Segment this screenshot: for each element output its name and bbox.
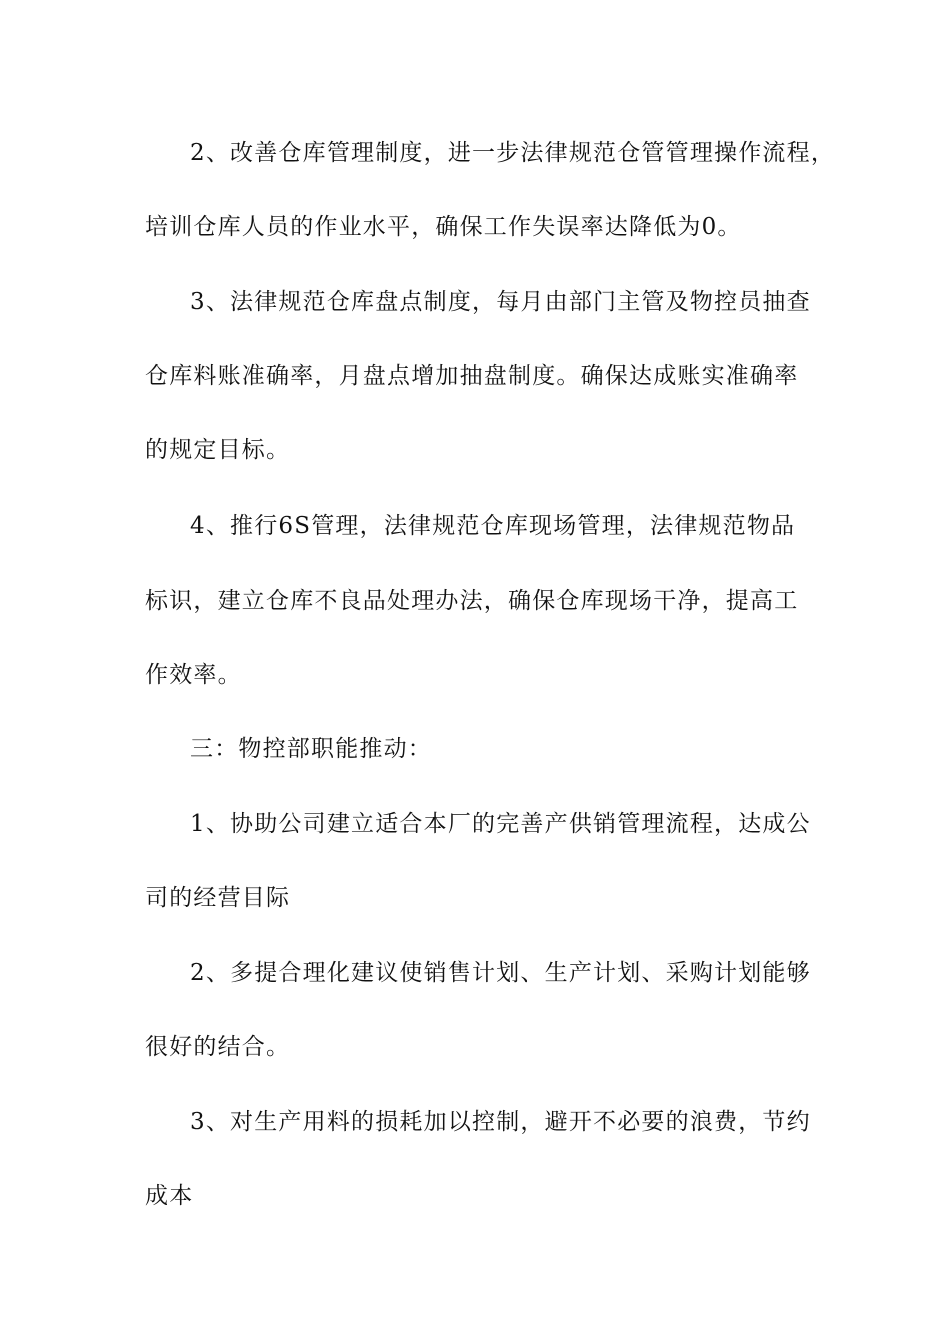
text-line: 1、协助公司建立适合本厂的完善产供销管理流程，达成公 bbox=[190, 811, 811, 837]
text-line: 3、法律规范仓库盘点制度，每月由部门主管及物控员抽查 bbox=[190, 289, 811, 315]
text-line: 很好的结合。 bbox=[145, 1034, 291, 1060]
section-title: 三：物控部职能推动： bbox=[190, 736, 432, 762]
text-line: 2、改善仓库管理制度，进一步法律规范仓管管理操作流程， bbox=[190, 140, 836, 166]
text-line: 的规定目标。 bbox=[145, 437, 291, 463]
text-line: 仓库料账准确率，月盘点增加抽盘制度。确保达成账实准确率 bbox=[145, 363, 799, 389]
text-line: 司的经营目际 bbox=[145, 885, 291, 911]
text-line: 培训仓库人员的作业水平，确保工作失误率达降低为0。 bbox=[145, 214, 742, 240]
text-line: 4、推行6S管理，法律规范仓库现场管理，法律规范物品 bbox=[190, 513, 796, 539]
text-line: 作效率。 bbox=[145, 662, 242, 688]
text-line: 2、多提合理化建议使销售计划、生产计划、采购计划能够 bbox=[190, 960, 811, 986]
text-line: 成本 bbox=[145, 1183, 194, 1209]
text-line: 3、对生产用料的损耗加以控制，避开不必要的浪费，节约 bbox=[190, 1109, 811, 1135]
text-line: 标识，建立仓库不良品处理办法，确保仓库现场干净，提高工 bbox=[145, 588, 799, 614]
